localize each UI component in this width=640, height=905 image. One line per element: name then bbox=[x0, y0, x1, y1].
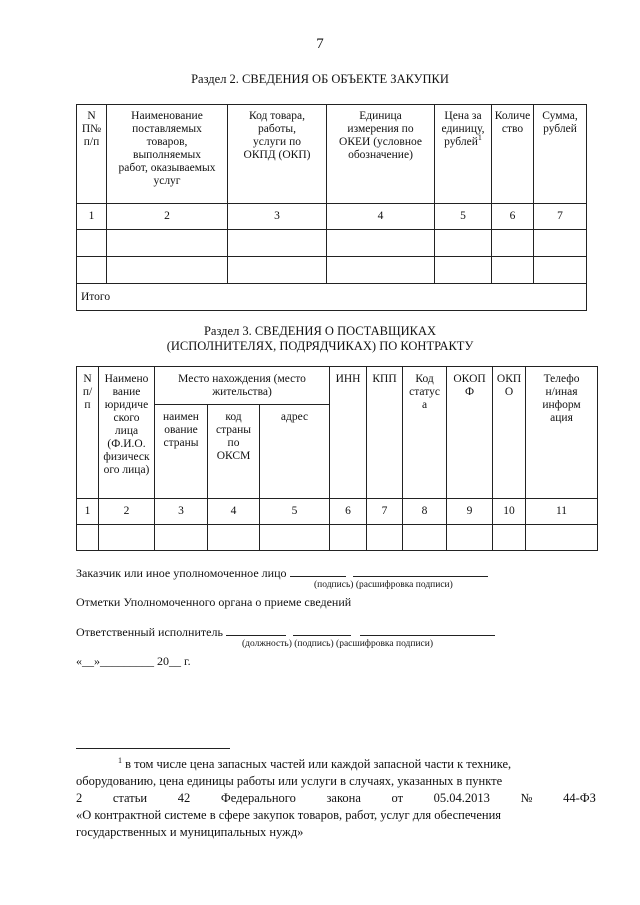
signature-decode-field[interactable] bbox=[353, 576, 488, 577]
table-cell[interactable] bbox=[77, 525, 99, 551]
position-field[interactable] bbox=[226, 635, 286, 636]
table-row bbox=[77, 230, 587, 257]
s3-header-name: Наимено вание юридиче ского лица (Ф.И.О. физическ ого лица) bbox=[99, 367, 155, 499]
s3-header-country-name: наимен ование страны bbox=[155, 405, 208, 499]
table-row bbox=[77, 525, 598, 551]
executor-signature-line bbox=[76, 625, 495, 639]
s3-col-number: 3 bbox=[155, 499, 208, 525]
s2-col-number: 2 bbox=[107, 204, 228, 230]
section3-title: Раздел 3. СВЕДЕНИЯ О ПОСТАВЩИКАХ (ИСПОЛНИТЕЛЯХ, ПОДРЯДЧИКАХ) ПО КОНТРАКТУ bbox=[166, 324, 474, 353]
table-cell[interactable] bbox=[107, 257, 228, 284]
s3-col-number: 11 bbox=[526, 499, 598, 525]
s3-col-number: 5 bbox=[260, 499, 330, 525]
section2-title: Раздел 2. СВЕДЕНИЯ ОБ ОБЪЕКТЕ ЗАКУПКИ bbox=[191, 72, 449, 86]
footnote-mark: 1 bbox=[118, 755, 122, 765]
s3-header-country-code: код страны по ОКСМ bbox=[208, 405, 260, 499]
s3-header-okpo: ОКП О bbox=[493, 367, 526, 499]
table-cell[interactable] bbox=[435, 257, 492, 284]
table-cell[interactable] bbox=[107, 230, 228, 257]
table-cell[interactable] bbox=[526, 525, 598, 551]
customer-signature-line bbox=[76, 566, 488, 580]
table-cell[interactable] bbox=[367, 525, 403, 551]
s3-col-number: 9 bbox=[447, 499, 493, 525]
table-cell[interactable] bbox=[492, 257, 534, 284]
footnote-divider bbox=[76, 748, 230, 749]
marks-label: Отметки Уполномоченного органа о приеме сведений bbox=[76, 595, 352, 609]
footnote-justified-line: 2 статьи 42 Федерального закона от 05.04.2013 № 44-ФЗ bbox=[76, 791, 596, 805]
s2-col-number: 1 bbox=[77, 204, 107, 230]
table-cell[interactable] bbox=[493, 525, 526, 551]
s3-header-num: N п/ п bbox=[77, 367, 99, 499]
table-cell[interactable] bbox=[447, 525, 493, 551]
table-cell[interactable] bbox=[77, 257, 107, 284]
table-cell[interactable] bbox=[534, 230, 587, 257]
s3-col-number: 1 bbox=[77, 499, 99, 525]
signature-field[interactable] bbox=[290, 576, 346, 577]
s2-header-qty: Количе ство bbox=[492, 105, 534, 204]
s2-header-price: Цена за единицу, рублей$^1$ bbox=[435, 105, 492, 204]
customer-caption: (подпись) (расшифровка подписи) bbox=[314, 580, 453, 590]
s2-col-number: 6 bbox=[492, 204, 534, 230]
s2-col-number: 3 bbox=[228, 204, 327, 230]
section3-number-row bbox=[77, 499, 598, 525]
s2-header-unit: Единица измерения по ОКЕИ (условное обозначение) bbox=[327, 105, 435, 204]
table-cell[interactable] bbox=[534, 257, 587, 284]
s3-header-inn: ИНН bbox=[330, 367, 367, 499]
s3-header-phone: Телефо н/иная информ ация bbox=[526, 367, 598, 499]
s3-col-number: 2 bbox=[99, 499, 155, 525]
page-number: 7 bbox=[316, 36, 324, 52]
table-cell[interactable] bbox=[208, 525, 260, 551]
s2-col-number: 5 bbox=[435, 204, 492, 230]
signature-decode-field[interactable] bbox=[360, 635, 495, 636]
s3-header-okopf: ОКОП Ф bbox=[447, 367, 493, 499]
table-cell[interactable] bbox=[435, 230, 492, 257]
s3-header-address: адрес bbox=[260, 405, 330, 499]
footnote-ref: 1 bbox=[477, 133, 482, 143]
table-cell[interactable] bbox=[492, 230, 534, 257]
footnote: $^1$ в том числе цена запасных частей или каждой запасной части к технике, оборудованию, цена единицы работы или услуги в случаях, указанных в пункте 2 статьи 42 Федерального закона от 05.04.2013 № 44-ФЗ «О контрактной системе в сфере закупок товаров, работ, услуг для обеспечения государственных и муниципальных нужд» bbox=[76, 755, 596, 839]
s2-col-number: 4 bbox=[327, 204, 435, 230]
s3-header-status: Код статус а bbox=[403, 367, 447, 499]
table-cell[interactable] bbox=[403, 525, 447, 551]
total-label: Итого bbox=[77, 284, 587, 311]
executor-caption: (должность) (подпись) (расшифровка подписи) bbox=[242, 639, 434, 649]
table-cell[interactable] bbox=[99, 525, 155, 551]
s3-col-number: 8 bbox=[403, 499, 447, 525]
s2-header-num: N П№ п/п bbox=[77, 105, 107, 204]
executor-label: Ответственный исполнитель bbox=[76, 625, 223, 639]
s3-col-number: 6 bbox=[330, 499, 367, 525]
section2-table bbox=[76, 104, 587, 311]
s3-header-kpp: КПП bbox=[367, 367, 403, 499]
customer-label: Заказчик или иное уполномоченное лицо bbox=[76, 566, 287, 580]
s2-header-sum: Сумма, рублей bbox=[534, 105, 587, 204]
table-cell[interactable] bbox=[228, 257, 327, 284]
s3-header-location: Место нахождения (место жительства) bbox=[155, 367, 330, 405]
s2-header-code: Код товара, работы, услуги по ОКПД (ОКП) bbox=[228, 105, 327, 204]
section2-header-row bbox=[77, 105, 587, 204]
table-cell[interactable] bbox=[228, 230, 327, 257]
section3-header-row bbox=[77, 367, 598, 405]
s3-col-number: 7 bbox=[367, 499, 403, 525]
signature-field[interactable] bbox=[293, 635, 351, 636]
date-line[interactable]: «__»_________ 20__ г. bbox=[76, 654, 191, 668]
table-row bbox=[77, 257, 587, 284]
section2-number-row bbox=[77, 204, 587, 230]
table-cell[interactable] bbox=[327, 230, 435, 257]
table-cell[interactable] bbox=[260, 525, 330, 551]
section2-total-row bbox=[77, 284, 587, 311]
table-cell[interactable] bbox=[330, 525, 367, 551]
s2-header-name: Наименование поставляемых товаров, выполняемых работ, оказываемых услуг bbox=[107, 105, 228, 204]
section3-table bbox=[76, 366, 598, 551]
s2-col-number: 7 bbox=[534, 204, 587, 230]
s3-col-number: 4 bbox=[208, 499, 260, 525]
table-cell[interactable] bbox=[327, 257, 435, 284]
table-cell[interactable] bbox=[77, 230, 107, 257]
s3-col-number: 10 bbox=[493, 499, 526, 525]
table-cell[interactable] bbox=[155, 525, 208, 551]
